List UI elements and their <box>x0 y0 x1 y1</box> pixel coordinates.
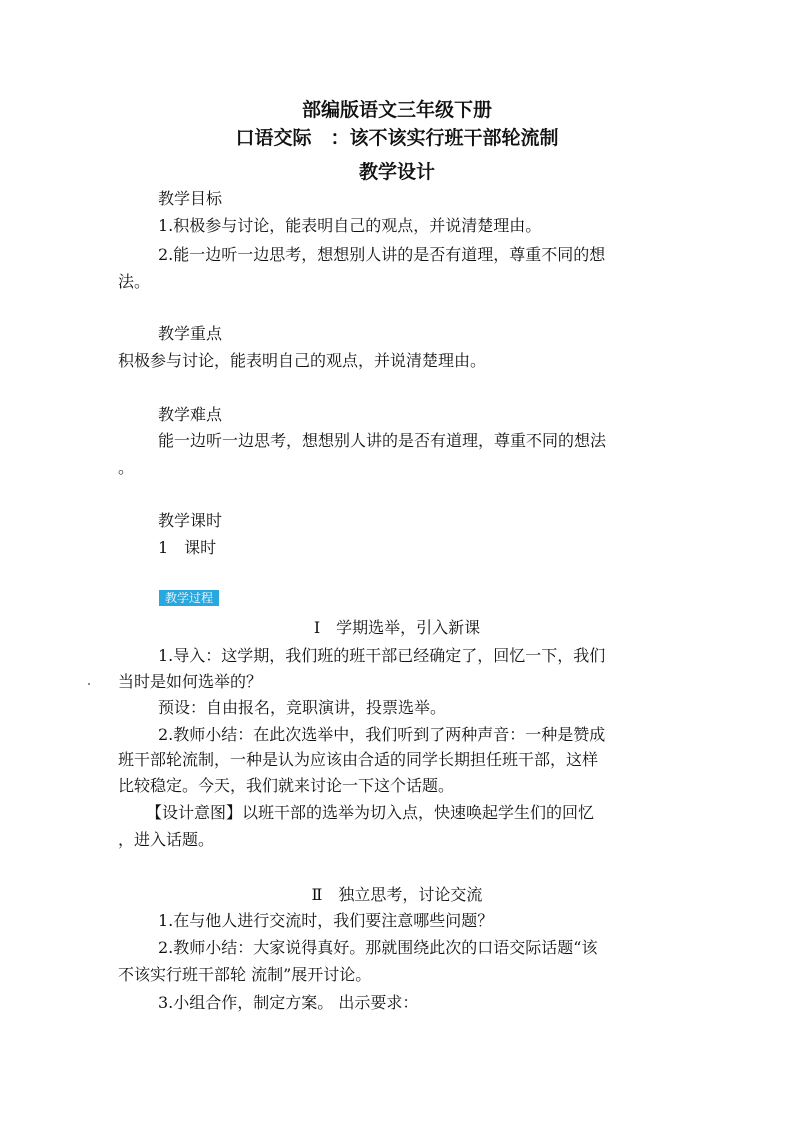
stray-mark <box>88 683 90 685</box>
key-heading: 教学重点 <box>158 324 223 343</box>
goals-item-2b: 法。 <box>118 272 151 291</box>
section1-p4a: 【设计意图】以班干部的选举为切入点，快速唤起学生们的回忆 <box>146 803 595 822</box>
section2-p2b: 不该实行班干部轮 流制”展开讨论。 <box>118 965 372 984</box>
section2-p1: 1.在与他人进行交流时，我们要注意哪些问题？ <box>158 911 494 930</box>
section2-p2a: 2.教师小结：大家说得真好。那就围绕此次的口语交际话题“该 <box>158 938 598 957</box>
section1-p3a: 2.教师小结：在此次选举中，我们听到了两种声音：一种是赞成 <box>158 725 606 744</box>
doc-title-line1: 部编版语文三年级下册 <box>301 99 492 121</box>
goals-item-2a: 2.能一边听一边思考，想想别人讲的是否有道理，尊重不同的想 <box>158 245 606 264</box>
process-badge: 教学过程 <box>159 590 219 606</box>
hours-heading: 教学课时 <box>158 511 223 530</box>
goals-heading: 教学目标 <box>158 189 223 208</box>
hours-text: 1 课时 <box>158 538 217 557</box>
difficulty-text-b: 。 <box>118 458 135 477</box>
section1-title: Ⅰ 学期选举，引入新课 <box>313 618 481 637</box>
difficulty-heading: 教学难点 <box>158 405 223 424</box>
goals-item-1: 1.积极参与讨论，能表明自己的观点，并说清楚理由。 <box>158 216 542 235</box>
section1-p4b: ，进入话题。 <box>118 830 215 849</box>
section2-p3: 3.小组合作，制定方案。 出示要求： <box>158 993 419 1012</box>
key-text: 积极参与讨论，能表明自己的观点，并说清楚理由。 <box>118 351 487 370</box>
section2-title: Ⅱ 独立思考，讨论交流 <box>311 885 483 904</box>
difficulty-text-a: 能一边听一边思考，想想别人讲的是否有道理，尊重不同的想法 <box>158 431 607 450</box>
section1-p1b: 当时是如何选举的？ <box>118 672 263 691</box>
doc-title-line3: 教学设计 <box>358 161 435 183</box>
section1-p1a: 1.导入：这学期，我们班的班干部已经确定了，回忆一下，我们 <box>158 646 606 665</box>
section1-p3c: 比较稳定。今天，我们就来讨论一下这个话题。 <box>118 776 455 795</box>
doc-title-line2: 口语交际 ：该不该实行班干部轮流制 <box>235 127 559 149</box>
section1-p2: 预设：自由报名，竞职演讲，投票选举。 <box>158 698 447 717</box>
section1-p3b: 班干部轮流制，一种是认为应该由合适的同学长期担任班干部，这样 <box>118 750 599 769</box>
